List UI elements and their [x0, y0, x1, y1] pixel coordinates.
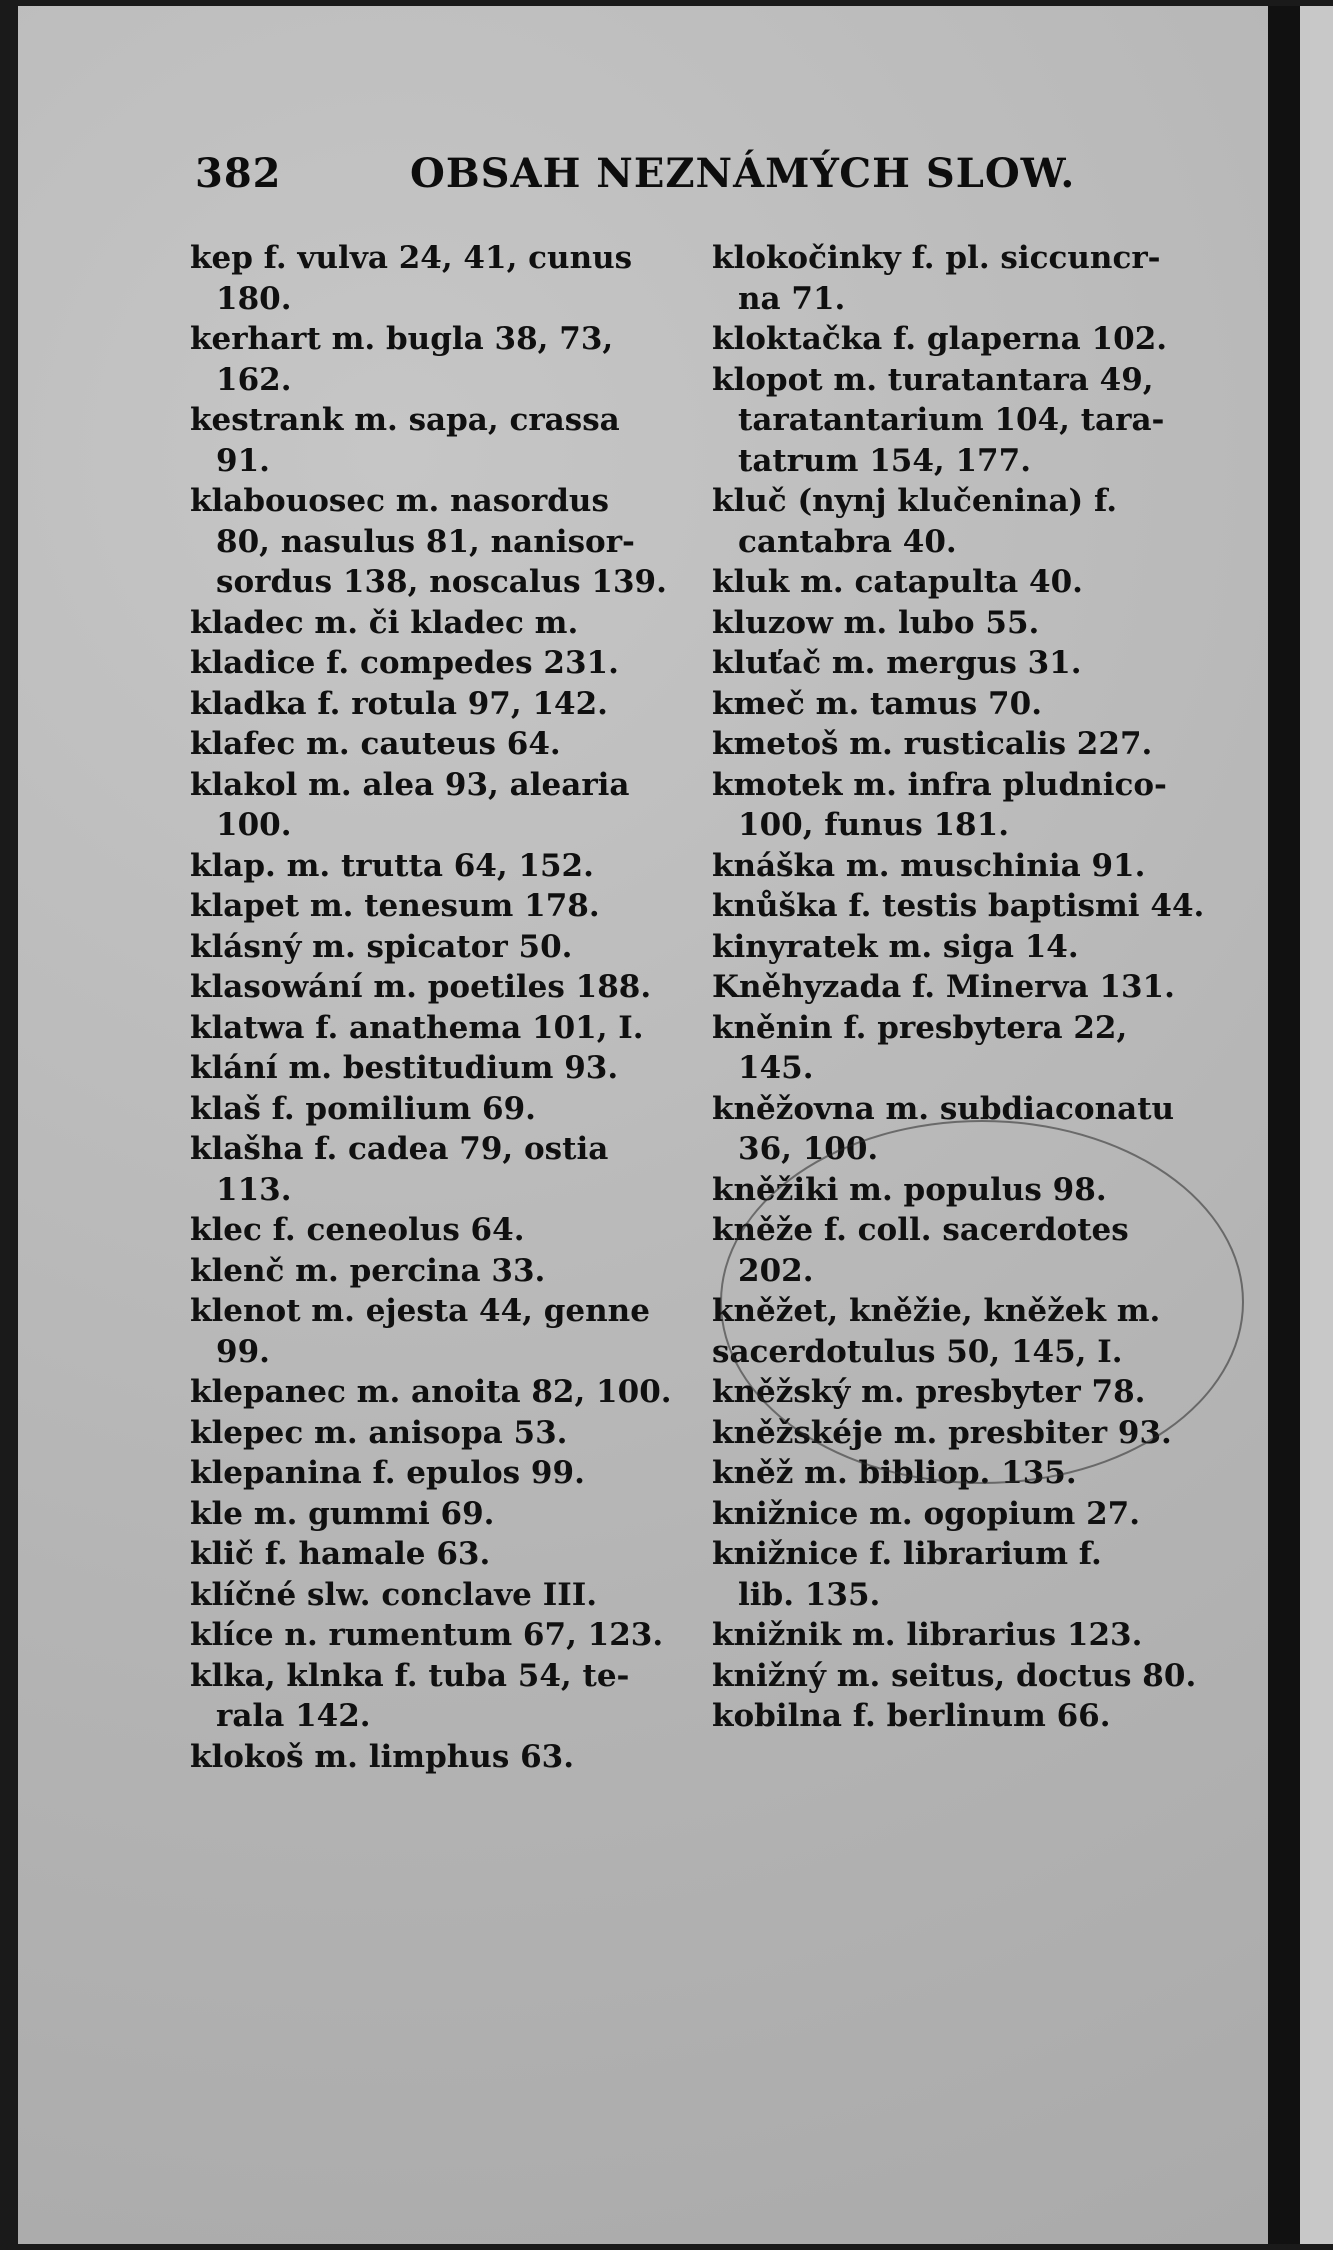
index-entry: klíce n. rumentum 67, 123.: [190, 1617, 664, 1653]
index-entry: klatwa f. anathema 101, I.: [190, 1009, 644, 1046]
pencil-circle-mark: [720, 1120, 1244, 1484]
index-entry: klásný m. spicator 50.: [190, 928, 573, 965]
index-entry: 91.: [216, 442, 270, 479]
index-entry: kladice f. compedes 231.: [190, 645, 619, 681]
index-entry: 99.: [216, 1333, 270, 1370]
index-entry: knáška m. muschinia 91.: [712, 847, 1146, 884]
left-column: [190, 238, 690, 1777]
index-entry: klepanec m. anoita 82, 100.: [190, 1374, 672, 1410]
page-header: [195, 150, 1195, 210]
index-entry: 145.: [738, 1050, 814, 1086]
index-entry: sacerdotulus 50, 145, I.: [712, 1333, 1123, 1370]
index-entry: klepec m. anisopa 53.: [190, 1414, 568, 1451]
index-entry: kmeč m. tamus 70.: [712, 685, 1042, 722]
index-entry: kněžet, kněžie, kněžek m.: [712, 1293, 1161, 1329]
index-entry: klakol m. alea 93, alearia: [190, 766, 630, 803]
index-entry: klafec m. cauteus 64.: [190, 726, 561, 762]
running-title: OBSAH NEZNÁMÝCH SLOW.: [410, 150, 1076, 197]
index-entry: klokočinky f. pl. siccuncr-: [712, 240, 1161, 276]
index-entry: klaš f. pomilium 69.: [190, 1090, 536, 1127]
index-entry: knižnice m. ogopium 27.: [712, 1495, 1141, 1532]
index-entry: 80, nasulus 81, nanisor-: [216, 523, 635, 560]
index-entry: lib. 135.: [738, 1576, 881, 1613]
index-entry: kněžskéje m. presbiter 93.: [712, 1414, 1172, 1451]
right-column: [712, 238, 1212, 1737]
index-entry: kněž m. bibliop. 135.: [712, 1455, 1077, 1491]
index-entry: kluťač m. mergus 31.: [712, 645, 1082, 681]
index-entry: kněže f. coll. sacerdotes: [712, 1212, 1129, 1248]
index-entry: 100.: [216, 807, 292, 843]
index-entry: kněžiki m. populus 98.: [712, 1171, 1107, 1208]
index-entry: klání m. bestitudium 93.: [190, 1050, 619, 1086]
index-entry: Kněhyzada f. Minerva 131.: [712, 969, 1175, 1005]
page-number: 382: [195, 150, 282, 197]
index-entry: sordus 138, noscalus 139.: [216, 564, 667, 600]
index-entry: klenč m. percina 33.: [190, 1252, 546, 1289]
index-entry: kněžský m. presbyter 78.: [712, 1374, 1146, 1410]
index-entry: klap. m. trutta 64, 152.: [190, 847, 594, 884]
index-entry: kloktačka f. glaperna 102.: [712, 321, 1168, 357]
index-entry: klapet m. tenesum 178.: [190, 888, 600, 924]
index-entry: klíčné slw. conclave III.: [190, 1576, 597, 1613]
index-entry: 180.: [216, 280, 292, 317]
index-entry: knůška f. testis baptismi 44.: [712, 888, 1205, 924]
page-gutter-shadow: [1268, 6, 1300, 2244]
index-entry: kinyratek m. siga 14.: [712, 928, 1079, 965]
index-entry: 162.: [216, 361, 292, 398]
index-entry: klenot m. ejesta 44, genne: [190, 1293, 650, 1329]
index-entry: klec f. ceneolus 64.: [190, 1212, 525, 1248]
index-entry: kladka f. rotula 97, 142.: [190, 685, 608, 722]
index-entry: klasowání m. poetiles 188.: [190, 969, 652, 1005]
index-entry: klka, klnka f. tuba 54, te-: [190, 1657, 630, 1694]
index-entry: kep f. vulva 24, 41, cunus: [190, 240, 633, 276]
index-entry: cantabra 40.: [738, 523, 957, 560]
index-entry: kladec m. či kladec m.: [190, 604, 579, 641]
index-entry: tatrum 154, 177.: [738, 442, 1031, 479]
index-entry: kmotek m. infra pludnico-: [712, 766, 1167, 803]
facing-page-edge: [1300, 6, 1333, 2244]
index-entry: 100, funus 181.: [738, 807, 1009, 843]
index-entry: 202.: [738, 1252, 814, 1289]
index-entry: klabouosec m. nasordus: [190, 483, 609, 519]
index-entry: 113.: [216, 1171, 292, 1208]
index-entry: knižnik m. librarius 123.: [712, 1617, 1143, 1653]
index-entry: taratantarium 104, tara-: [738, 402, 1165, 438]
index-entry: kerhart m. bugla 38, 73,: [190, 321, 614, 357]
index-entry: kle m. gummi 69.: [190, 1495, 495, 1532]
index-entry: 36, 100.: [738, 1131, 879, 1167]
index-entry: kmetoš m. rusticalis 227.: [712, 726, 1153, 762]
index-entry: klepanina f. epulos 99.: [190, 1455, 585, 1491]
index-entry: knižnice f. librarium f.: [712, 1536, 1102, 1572]
index-entry: klokoš m. limphus 63.: [190, 1738, 575, 1775]
index-entry: klopot m. turatantara 49,: [712, 361, 1154, 398]
index-entry: kněnin f. presbytera 22,: [712, 1009, 1128, 1046]
index-entry: knižný m. seitus, doctus 80.: [712, 1657, 1197, 1694]
index-entry: kluč (nynj klučenina) f.: [712, 483, 1118, 519]
index-entry: kluk m. catapulta 40.: [712, 564, 1083, 600]
index-entry: kobilna f. berlinum 66.: [712, 1698, 1111, 1734]
index-entry: klič f. hamale 63.: [190, 1536, 491, 1572]
index-entry: kestrank m. sapa, crassa: [190, 402, 620, 438]
index-entry: klašha f. cadea 79, ostia: [190, 1131, 609, 1167]
index-entry: na 71.: [738, 280, 846, 317]
index-entry: rala 142.: [216, 1698, 371, 1734]
index-entry: kluzow m. lubo 55.: [712, 604, 1040, 641]
index-entry: kněžovna m. subdiaconatu: [712, 1090, 1175, 1127]
